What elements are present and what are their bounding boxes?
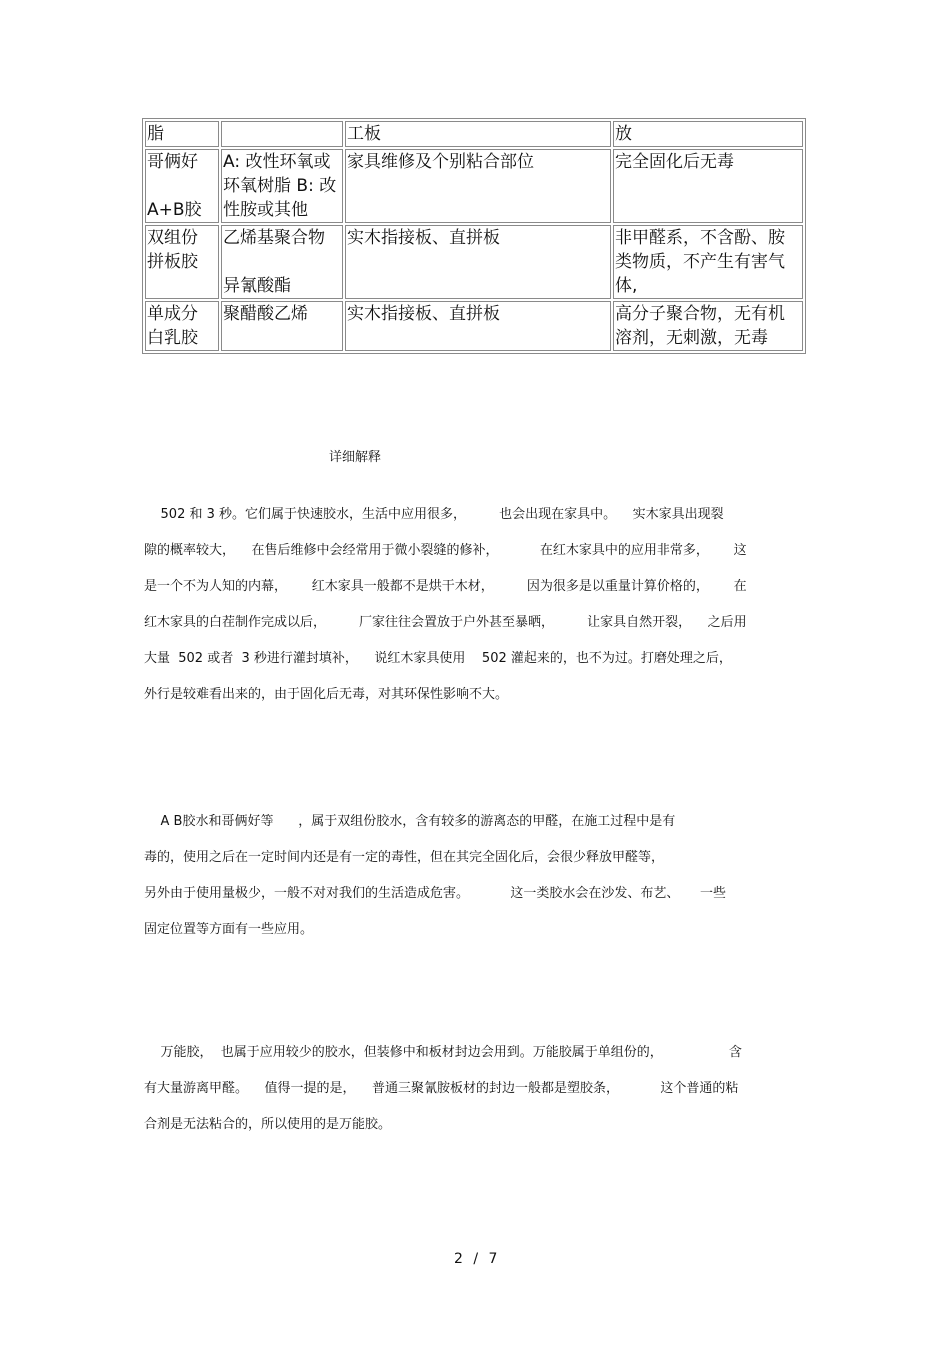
table-cell: 高分子聚合物，无有机 溶剂，无刺激，无毒 bbox=[613, 301, 803, 351]
text-line: 是一个不为人知的内幕， 红木家具一般都不是烘干木材， 因为很多是以重量计算价格的， 在 bbox=[144, 579, 747, 594]
table-cell: 哥俩好 A+B胶 bbox=[145, 149, 219, 223]
table-cell: 工板 bbox=[345, 121, 611, 147]
table-cell: 非甲醛系，不含酚、胺 类物质，不产生有害气 体, bbox=[613, 225, 803, 299]
table-cell: A: 改性环氧或 环氧树脂 B: 改 性胺或其他 bbox=[221, 149, 343, 223]
text-line: A B胶水和哥俩好等 ，属于双组份胶水，含有较多的游离态的甲醛，在施工过程中是有 bbox=[144, 814, 676, 829]
table-row bbox=[145, 149, 803, 223]
text-line: 毒的，使用之后在一定时间内还是有一定的毒性，但在其完全固化后，会很少释放甲醛等， bbox=[144, 850, 665, 865]
table-cell: 双组份 拼板胶 bbox=[145, 225, 219, 299]
text-line: 大量 502 或者 3 秒进行灌封填补， 说红木家具使用 502 灌起来的，也不为过。打磨处理之后， bbox=[144, 651, 732, 666]
text-line: 另外由于使用量极少，一般不对对我们的生活造成危害。 这一类胶水会在沙发、布艺、 一些 bbox=[144, 886, 726, 901]
glue-comparison-table bbox=[142, 118, 806, 354]
text-line: 红木家具的白茬制作完成以后， 厂家往往会置放于户外甚至暴晒， 让家具自然开裂， 之后用 bbox=[144, 615, 747, 630]
table-cell: 家具维修及个别粘合部位 bbox=[345, 149, 611, 223]
table-cell: 乙烯基聚合物 异氰酸酯 bbox=[221, 225, 343, 299]
paragraph-502 bbox=[144, 506, 808, 722]
table-cell bbox=[221, 121, 343, 147]
text-line: 隙的概率较大， 在售后维修中会经常用于微小裂缝的修补， 在红木家具中的应用非常多， 这 bbox=[144, 543, 747, 558]
section-heading: 详细解释 bbox=[329, 450, 382, 465]
paragraph-ab-glue bbox=[144, 813, 808, 957]
table-cell: 完全固化后无毒 bbox=[613, 149, 803, 223]
table-cell: 聚醋酸乙烯 bbox=[221, 301, 343, 351]
table-cell: 单成分 白乳胶 bbox=[145, 301, 219, 351]
table-cell: 实木指接板、直拼板 bbox=[345, 225, 611, 299]
table-row bbox=[145, 121, 803, 147]
text-line: 外行是较难看出来的，由于固化后无毒，对其环保性影响不大。 bbox=[144, 687, 509, 702]
table-row bbox=[145, 301, 803, 351]
table-row bbox=[145, 225, 803, 299]
text-line: 万能胶， 也属于应用较少的胶水，但装修中和板材封边会用到。万能胶属于单组份的， 含 bbox=[144, 1045, 742, 1060]
table-cell: 实木指接板、直拼板 bbox=[345, 301, 611, 351]
text-line: 有大量游离甲醛。 值得一提的是， 普通三聚氰胺板材的封边一般都是塑胶条， 这个普通的粘 bbox=[144, 1081, 739, 1096]
paragraph-contact-adhesive bbox=[144, 1044, 808, 1152]
table-cell: 放 bbox=[613, 121, 803, 147]
table-cell: 脂 bbox=[145, 121, 219, 147]
text-line: 合剂是无法粘合的，所以使用的是万能胶。 bbox=[144, 1117, 392, 1132]
text-line: 固定位置等方面有一些应用。 bbox=[144, 922, 314, 937]
page-number: 2 / 7 bbox=[454, 1251, 501, 1267]
text-line: 502 和 3 秒。它们属于快速胶水，生活中应用很多， 也会出现在家具中。 实木家具出现裂 bbox=[144, 507, 724, 522]
